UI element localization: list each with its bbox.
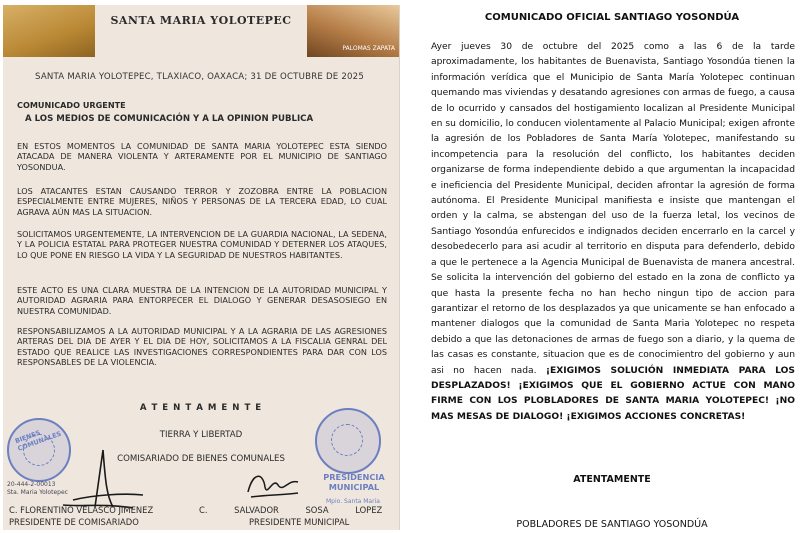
- place-date: SANTA MARIA YOLOTEPEC, TLAXIACO, OAXACA; 31 DE OCTUBRE DE 2025: [35, 72, 364, 82]
- signer-right-role: PRESIDENTE MUNICIPAL: [249, 517, 350, 527]
- presidencia-label: PRESIDENCIA MUNICIPAL: [323, 472, 385, 492]
- statement-closing: ATENTAMENTE: [573, 474, 651, 485]
- zapata-portrait-image: [307, 5, 399, 57]
- statement-text: Ayer jueves 30 de octubre del 2025 como a las 6 de la tarde aproximadamente, los habitantes de Buenavista, Santiago Yosondúa tienen la información verídica que el Municipio de Santa María Yolotepec continuan quemando mas viviendas y desatando agresiones con armas de fuego, a causa de lo ocurrido y cansados del hostigamiento localizan al Presidente Municipal en su domicilio, lo conducen violentamente al Palacio Municipal; exigen afronte la agresión de los Pobladores de Santa María Yolotepec, manifestando su incompetencia para la resolución del conflicto, los habitantes deciden organizarse de forma independiente debido a que argumentan la incapacidad e ineficiencia del Presidente Municipal, deciden afrontar la agresión de forma autónoma. El Presidente Municipal manifiesta e insiste que mantengan el orden y la calma, se abstengan del uso de la fuerza letal, los vecinos de Santiago Yosondúa enfurecidos e indignados deciden encerrarlo en la carcel y desobedecerlo para asi acudir al territorio en disputa para defenderlo, debido a que le pertenece a la Agencia Municipal de Buenavista de manera ancestral. Se solicita la intervención del gobierno del estado en la zona de conflicto ya que hasta la presente fecha no han hecho ningun tipo de accion para garantizar el retorno de los desplazados ya que unicamente se han enfocado a mantener dialogos que la comunidad de Santa Maria Yolotepec no respeta debido a que las detonaciones de armas de fuego son a diario, y la quema de las casas es constante, situacion que es de conocimientro del gobierno y aun asi no hacen nada.: [431, 42, 795, 376]
- official-statement-title: COMUNICADO OFICIAL SANTIAGO YOSONDÚA: [484, 12, 740, 23]
- paragraph-2: LOS ATACANTES ESTAN CAUSANDO TERROR Y ZOZOBRA ENTRE LA POBLACION ESPECIALMENTE ENTRE MUJERES, NIÑOS Y PERSONAS DE LA TERCERA EDAD, LO CUAL AGRAVA AÚN MAS LA SITUACION.: [17, 186, 387, 217]
- closing-atentamente: A T E N T A M E N T E: [139, 403, 263, 413]
- paragraph-1: EN ESTOS MOMENTOS LA COMUNIDAD DE SANTA MARIA YOLOTEPEC ESTA SIENDO ATACADA DE MANERA VIOLENTA Y ARTERAMENTE POR EL MUNICIPIO DE SANTIAGO YOSONDUA.: [17, 141, 387, 172]
- motto: TIERRA Y LIBERTAD: [159, 430, 243, 440]
- paragraph-4: ESTE ACTO ES UNA CLARA MUESTRA DE LA INTENCION DE LA AUTORIDAD MUNICIPAL Y AUTORIDAD AGRARIA PARA ENTORPECER EL DIALOGO Y GENERAR DESASOSIEGO EN NUESTRA COMUNIDAD.: [17, 285, 387, 316]
- heading-media: A LOS MEDIOS DE COMUNICACIÓN Y A LA OPINION PUBLICA: [25, 114, 314, 124]
- statement-body: [431, 40, 795, 425]
- logo-caption: PALOMAS ZAPATA: [342, 45, 395, 52]
- presidencia-stamp: [315, 408, 381, 474]
- heading-urgent: COMUNICADO URGENTE: [17, 100, 126, 110]
- organization: COMISARIADO DE BIENES COMUNALES: [117, 454, 285, 464]
- wheat-field-image: [3, 5, 95, 57]
- statement-demands: ¡EXIGIMOS SOLUCIÓN INMEDIATA PARA LOS DESPLAZADOS! ¡EXIGIMOS QUE EL GOBIERNO ACTUE CON MANO FIRME CON LOS PLOBLADORES DE SANTA MARIA YOLOTEPEC! ¡NO MAS MESAS DE DIALOGO! ¡EXIGIMOS ACCIONES CONCRETAS!: [431, 365, 796, 422]
- stamp-place: Sta. Maria Yolotepec: [7, 489, 68, 496]
- letterhead-title: SANTA MARIA YOLOTEPEC: [110, 14, 292, 27]
- statement-signatory: POBLADORES DE SANTIAGO YOSONDÚA: [516, 519, 708, 530]
- stamp-text-comunales: BIENES COMUNALES: [13, 428, 63, 453]
- stamp-registry: 20-444-2-00013: [7, 481, 56, 488]
- signer-left-name: C. FLORENTINO VELASCO JIMENEZ: [9, 505, 154, 515]
- right-document: [424, 0, 800, 533]
- presidencia-place: Mpio. Santa Maria: [326, 498, 380, 505]
- signature-right: [243, 467, 303, 503]
- paragraph-5: RESPONSABILIZAMOS A LA AUTORIDAD MUNICIPAL Y A LA AGRARIA DE LAS AGRESIONES ARTERAS DEL DIA DE AYER Y EL DIA DE HOY, SOLICITAMOS A LA FISCALIA GENRAL DEL ESTADO QUE REALICE LAS INVESTIGACIONES CORRESPONDIENTES PARA DAR CON LOS RESPONSABLES DE LA VIOLENCIA.: [17, 326, 387, 368]
- signer-right-name: C. SALVADOR SOSA LOPEZ: [199, 505, 383, 515]
- left-document: [3, 5, 400, 530]
- signer-left-role: PRESIDENTE DE COMISARIADO: [9, 517, 139, 527]
- paragraph-3: SOLICITAMOS URGENTEMENTE, LA INTERVENCION DE LA GUARDIA NACIONAL, LA SEDENA, Y LA POLICIA ESTATAL PARA PROTEGER NUESTRA COMUNIDAD Y DETERNER LOS ATAQUES, LO QUE PONE EN RIESGO LA VIDA Y LA SEGURIDAD DE NUESTROS HABITANTES.: [17, 229, 387, 260]
